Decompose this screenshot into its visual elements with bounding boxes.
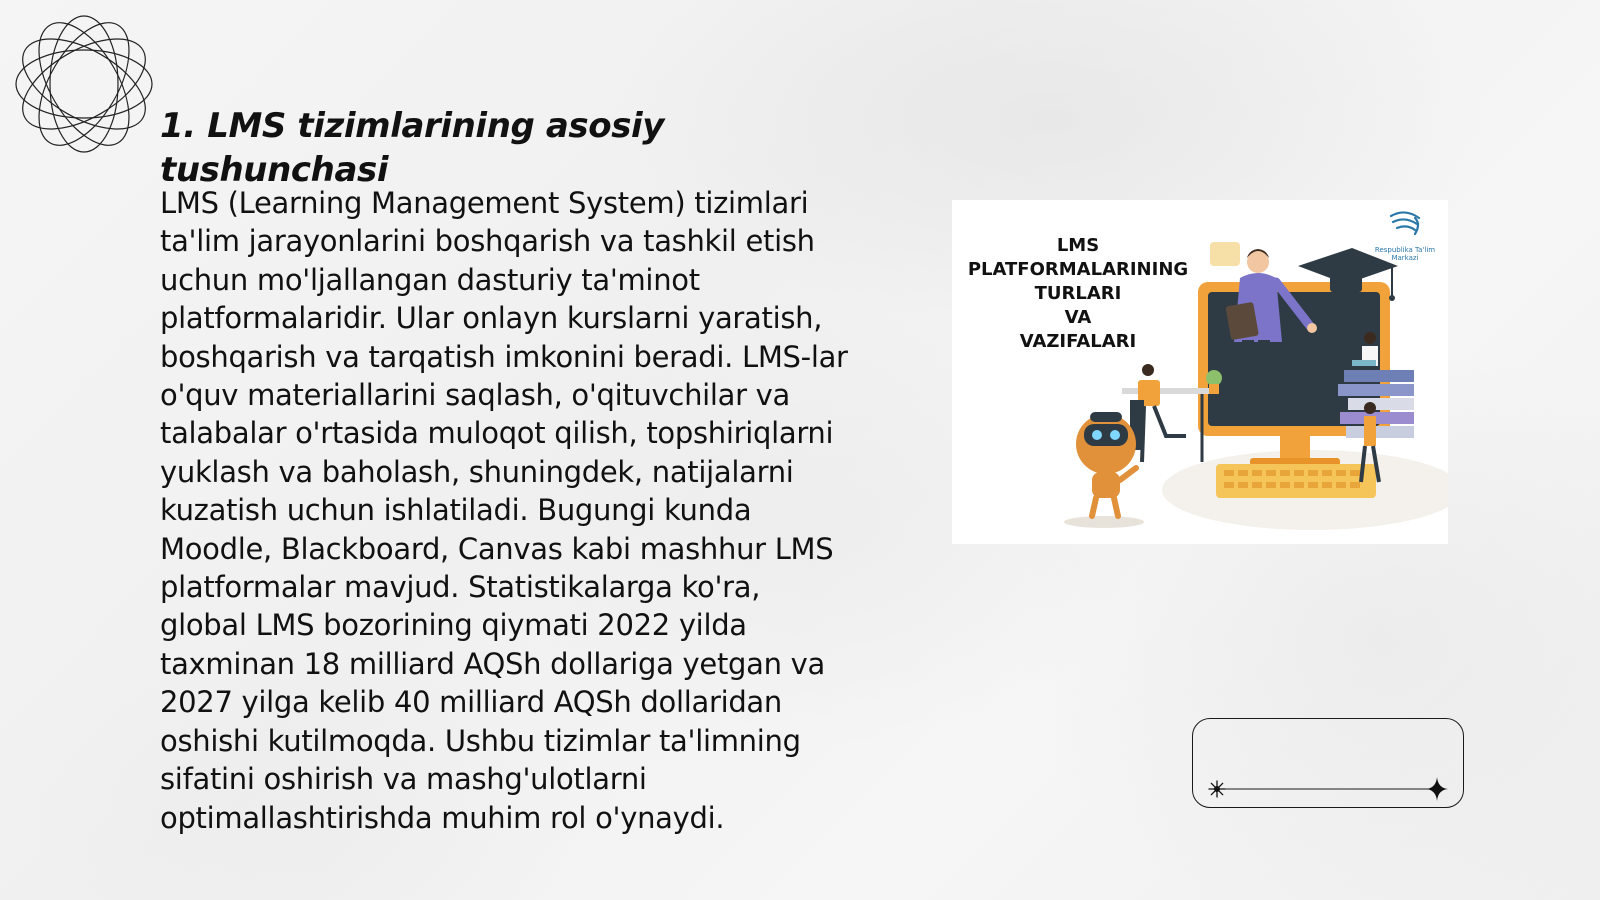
slide-body-text: LMS (Learning Management System) tizimlari ta'lim jarayonlarini boshqarish va tashkil etish uchun mo'ljallangan dasturiy ta'minot platformalaridir. Ular onlayn kurslarni yaratish, boshqarish va tarqatish imkonini beradi. LMS-lar o'quv materiallarini saqlash, o'qituvchilar va talabalar o'rtasida muloqot qilish, topshiriqlarni yuklash va baholash, shuningdek, natijalarni kuzatish uchun ishlatiladi. Bugungi kunda Moodle, Blackboard, Canvas kabi mashhur LMS platformalar mavjud. Statistikalarga ko'ra, global LMS bozorining qiymati 2022 yilda taxminan 18 milliard AQSh dollariga yetgan va 2027 yilga kelib 40 milliard AQSh dollaridan oshishi kutilmoqda. Ushbu tizimlar ta'limning sifatini oshirish va mashg'ulotlarni optimallashtirishda muhim rol o'ynaydi. [160, 186, 848, 835]
orbit-rings-icon [10, 10, 158, 158]
caption-line: PLATFORMALARINING [967, 259, 1189, 280]
lms-platforms-illustration [952, 200, 1448, 544]
illustration-caption [954, 234, 1202, 354]
caption-line: VAZIFALARI [1019, 331, 1137, 352]
decorative-frame [1192, 718, 1464, 808]
partner-logo [1370, 206, 1440, 270]
slide-title: 1. LMS tizimlarining asosiy tushunchasi [160, 106, 665, 190]
caption-line: LMS [1056, 235, 1100, 256]
caption-line: TURLARI [1034, 283, 1122, 304]
star-icon [1426, 777, 1448, 801]
caption-line: VA [1064, 307, 1092, 328]
sparkle-icon [1208, 780, 1226, 798]
partner-logo-text: Respublika Ta'lim Markazi [1374, 246, 1436, 262]
decorative-line [1193, 719, 1465, 809]
bird-logo-icon [1385, 206, 1425, 242]
